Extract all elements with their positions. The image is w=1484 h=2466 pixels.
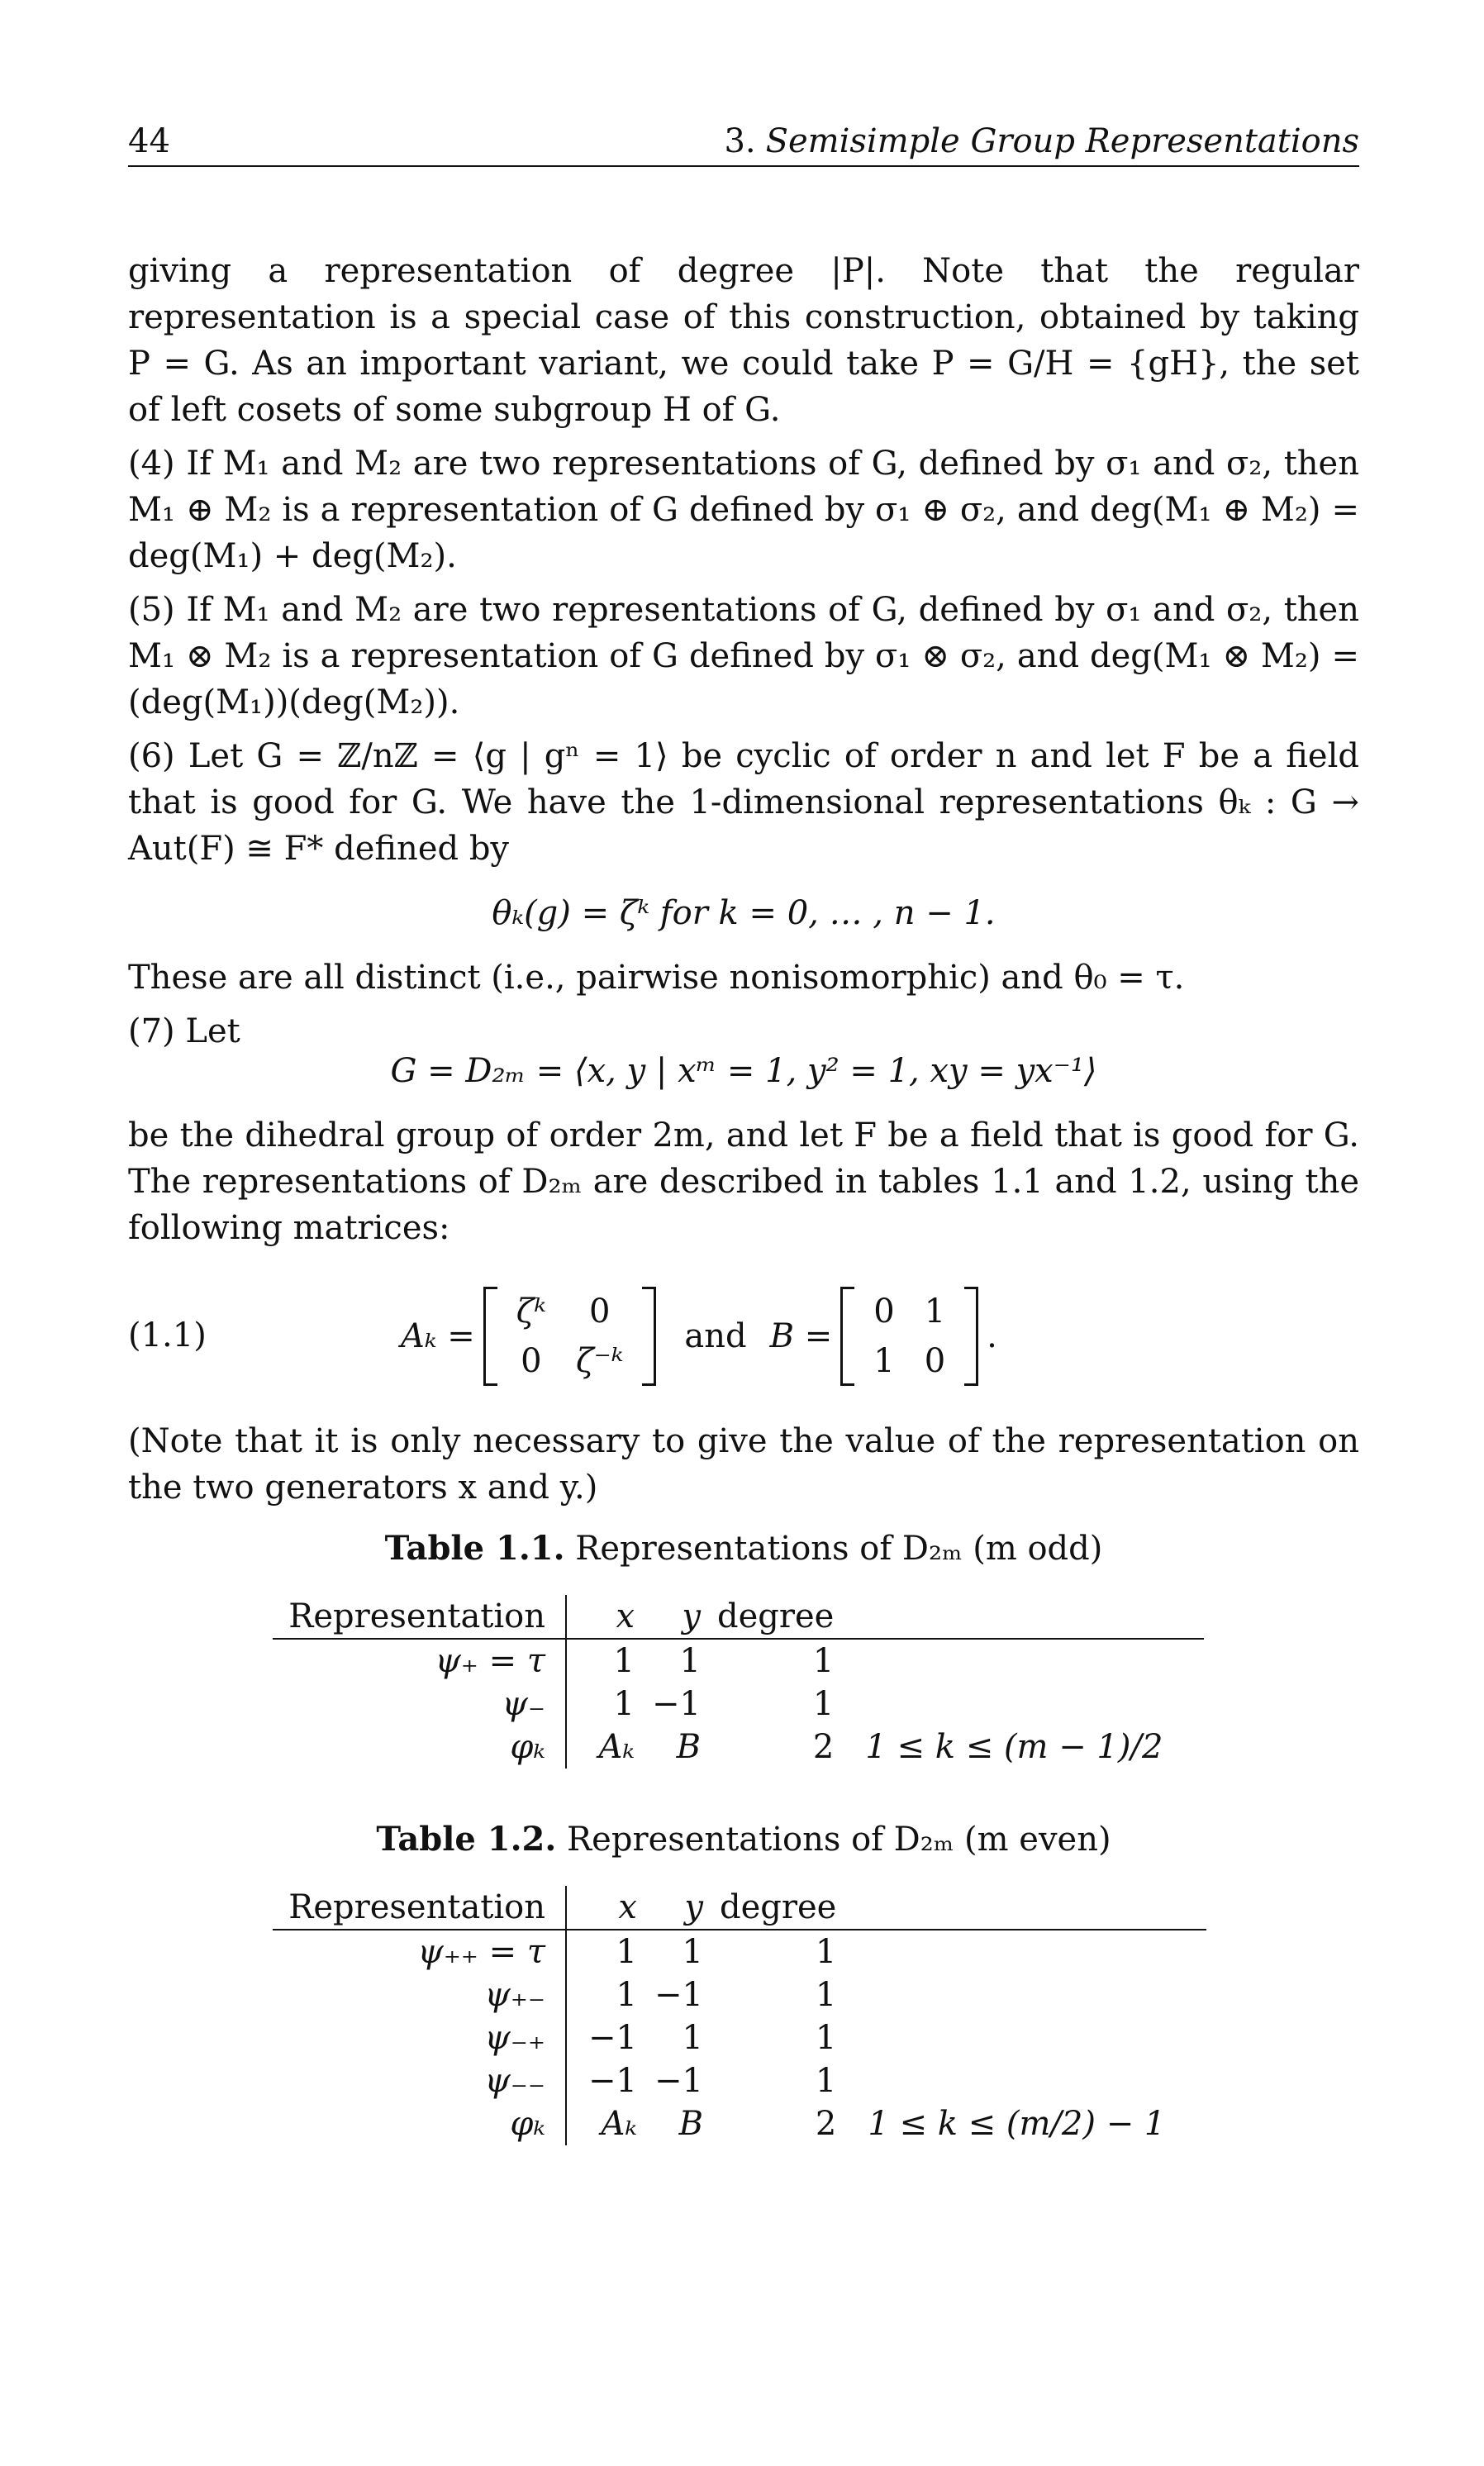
page-number: 44 <box>128 122 170 160</box>
cell-degree: 1 <box>815 2019 837 2057</box>
table-1-2 <box>273 1886 1206 2145</box>
cell-y: 1 <box>682 1933 703 1971</box>
cell-note <box>842 1639 1204 1683</box>
chapter-heading <box>724 122 1359 160</box>
cell-note: 1 ≤ k ≤ (m − 1)/2 <box>865 1728 1163 1766</box>
matrix-a-cell: ζᵏ <box>516 1293 546 1331</box>
table-1-1-caption <box>128 1526 1359 1572</box>
matrix-a-cell: ζ⁻ᵏ <box>576 1342 624 1380</box>
matrix-a-cell: 0 <box>521 1342 542 1380</box>
cell-representation: φₖ <box>273 2102 566 2145</box>
cell-y: 1 <box>682 2019 703 2057</box>
running-header <box>128 116 1359 167</box>
cell-x: 1 <box>613 1685 635 1723</box>
cell-y: −1 <box>654 2062 703 2100</box>
cell-x: −1 <box>588 2062 637 2100</box>
item-7-label: (7) Let <box>128 1012 240 1050</box>
item-5-tensor-product: (5) If M₁ and M₂ are two representations of G, defined by σ₁ and σ₂, then M₁ ⊗ M₂ is a representation of G defined by σ₁ ⊗ σ₂, and deg(M₁ ⊗ M₂) = (deg(M₁))(deg(M₂)). <box>128 591 1359 721</box>
header-representation: Representation <box>273 1886 566 1930</box>
conjunction-and: and <box>684 1317 747 1355</box>
page-body <box>128 248 1359 2145</box>
equation-theta: θₖ(g) = ζᵏ for k = 0, … , n − 1. <box>492 894 996 932</box>
cell-degree: 1 <box>815 2062 837 2100</box>
table-row <box>273 2016 1206 2059</box>
matrix-a <box>483 1287 657 1386</box>
table-row <box>273 1973 1206 2016</box>
cell-x: −1 <box>588 2019 637 2057</box>
cell-note <box>844 1930 1206 1973</box>
table-row <box>273 1726 1204 1769</box>
table-row <box>273 1683 1204 1726</box>
paragraph-regular-representation: giving a representation of degree |P|. Note that the regular representation is a special case of this construction, obtained by taking P = G. As an important variant, we could take P = G/H = {gH}, the set of left cosets of some subgroup H of G. <box>128 252 1359 429</box>
table-row <box>273 1639 1204 1683</box>
matrix-b-lhs: B = <box>769 1317 833 1355</box>
header-y: y <box>643 1595 709 1639</box>
header-x: x <box>566 1595 643 1639</box>
cell-representation: φₖ <box>273 1726 566 1769</box>
matrix-b-cell: 1 <box>924 1293 946 1331</box>
cell-x: Aₖ <box>598 1728 635 1766</box>
cell-representation: ψ₋₋ <box>273 2059 566 2102</box>
table-1-2-title: Representations of D₂ₘ (m even) <box>567 1821 1111 1859</box>
cell-degree: 2 <box>815 2105 837 2143</box>
cell-note <box>844 2016 1206 2059</box>
cell-degree: 1 <box>812 1685 835 1723</box>
cell-representation: ψ₊₊ = τ <box>273 1930 566 1973</box>
equation-matrices <box>401 1266 997 1407</box>
equation-dihedral: G = D₂ₘ = ⟨x, y | xᵐ = 1, y² = 1, xy = yx⁻¹⟩ <box>390 1052 1097 1090</box>
cell-x: 1 <box>616 1976 637 2014</box>
cell-degree: 1 <box>815 1976 837 2014</box>
cell-x: Aₖ <box>601 2105 637 2143</box>
equation-1-1 <box>128 1266 1359 1407</box>
table-header-row <box>273 1886 1206 1930</box>
paragraph-note: (Note that it is only necessary to give the value of the representation on the two generators x and y.) <box>128 1422 1359 1507</box>
chapter-title: Semisimple Group Representations <box>765 122 1359 160</box>
cell-degree: 2 <box>812 1728 835 1766</box>
table-header-row <box>273 1595 1204 1639</box>
cell-y: −1 <box>652 1685 701 1723</box>
header-representation: Representation <box>273 1595 566 1639</box>
paragraph-dihedral: be the dihedral group of order 2m, and let F be a field that is good for G. The representations of D₂ₘ are described in tables 1.1 and 1.2, using the following matrices: <box>128 1116 1359 1247</box>
header-empty <box>842 1595 1204 1639</box>
table-row <box>273 1930 1206 1973</box>
header-x: x <box>566 1886 645 1930</box>
cell-note <box>844 1973 1206 2016</box>
cell-note <box>844 2059 1206 2102</box>
cell-y: 1 <box>679 1642 701 1680</box>
cell-degree: 1 <box>812 1642 835 1680</box>
matrix-b-cell: 0 <box>873 1293 895 1331</box>
cell-representation: ψ₋ <box>273 1683 566 1726</box>
cell-y: B <box>676 1728 701 1766</box>
matrix-b-cell: 1 <box>873 1342 895 1380</box>
table-1-2-caption <box>128 1816 1359 1863</box>
cell-y: −1 <box>654 1976 703 2014</box>
table-1-2-label: Table 1.2. <box>376 1820 557 1859</box>
table-1-1-label: Table 1.1. <box>384 1529 565 1568</box>
book-page <box>128 0 1359 2466</box>
header-y: y <box>645 1886 711 1930</box>
paragraph-distinct: These are all distinct (i.e., pairwise nonisomorphic) and θ₀ = τ. <box>128 959 1185 997</box>
cell-x: 1 <box>613 1642 635 1680</box>
cell-x: 1 <box>616 1933 637 1971</box>
chapter-number: 3. <box>724 122 756 160</box>
table-row <box>273 2102 1206 2145</box>
cell-degree: 1 <box>815 1933 837 1971</box>
matrix-b <box>840 1287 978 1386</box>
matrix-b-cell: 0 <box>924 1342 946 1380</box>
table-1-1-title: Representations of D₂ₘ (m odd) <box>575 1530 1103 1568</box>
item-6-cyclic-group: (6) Let G = ℤ/nℤ = ⟨g | gⁿ = 1⟩ be cyclic of order n and let F be a field that is good for G. We have the 1-dimensional representations θₖ : G → Aut(F) ≅ F* defined by <box>128 737 1359 868</box>
cell-representation: ψ₊₋ <box>273 1973 566 2016</box>
equation-label: (1.1) <box>128 1316 207 1354</box>
cell-y: B <box>678 2105 703 2143</box>
cell-note <box>842 1683 1204 1726</box>
cell-representation: ψ₊ = τ <box>273 1639 566 1683</box>
item-4-direct-sum: (4) If M₁ and M₂ are two representations of G, defined by σ₁ and σ₂, then M₁ ⊕ M₂ is a representation of G defined by σ₁ ⊕ σ₂, and deg(M₁ ⊕ M₂) = deg(M₁) + deg(M₂). <box>128 445 1359 575</box>
matrix-a-cell: 0 <box>588 1293 611 1331</box>
equation-period: . <box>987 1317 997 1355</box>
table-row <box>273 2059 1206 2102</box>
header-degree: degree <box>711 1886 844 1930</box>
header-degree: degree <box>709 1595 842 1639</box>
header-empty <box>844 1886 1206 1930</box>
table-1-1 <box>273 1595 1204 1769</box>
matrix-a-lhs: Aₖ = <box>401 1317 475 1355</box>
cell-note: 1 ≤ k ≤ (m/2) − 1 <box>868 2105 1166 2143</box>
cell-representation: ψ₋₊ <box>273 2016 566 2059</box>
